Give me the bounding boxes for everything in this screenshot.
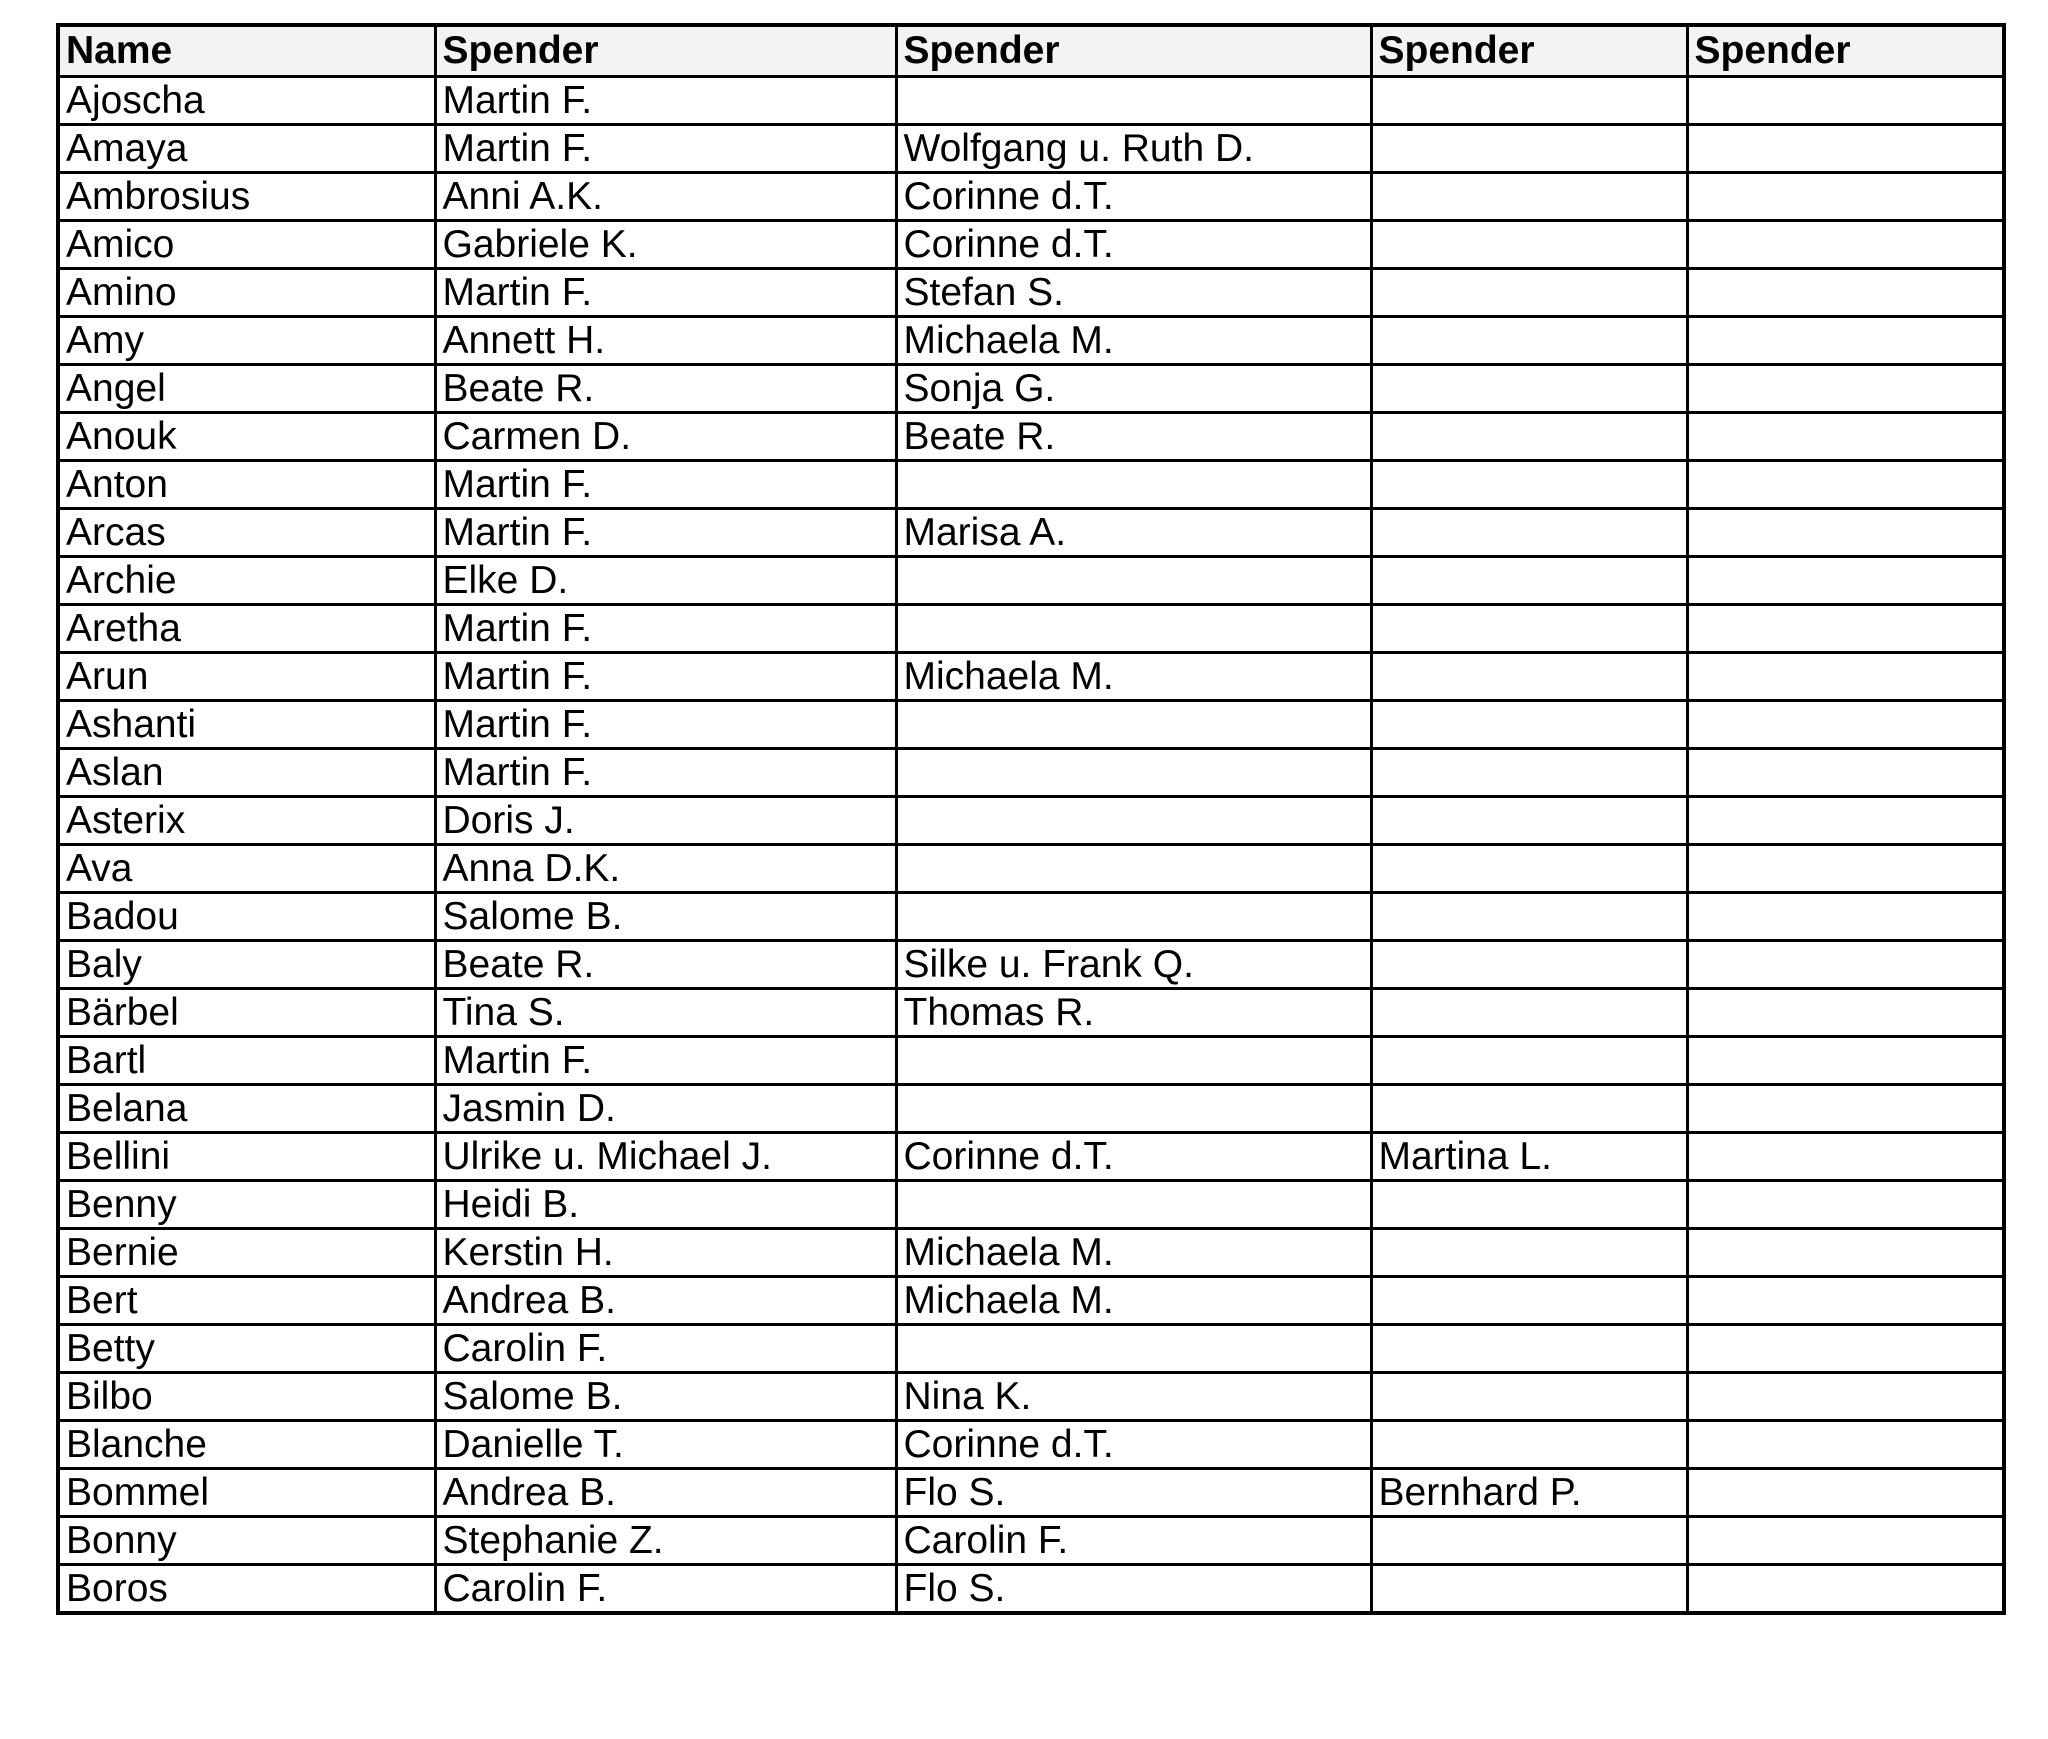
sponsor-4-cell [1687,845,2004,893]
sponsor-4-cell [1687,221,2004,269]
name-cell: Badou [58,893,435,941]
sponsor-1-cell: Ulrike u. Michael J. [435,1133,896,1181]
name-cell: Amy [58,317,435,365]
sponsor-4-cell [1687,1133,2004,1181]
sponsor-4-cell [1687,317,2004,365]
name-cell: Bonny [58,1517,435,1565]
name-cell: Betty [58,1325,435,1373]
table-row [58,365,2004,413]
sponsor-1-cell: Martin F. [435,269,896,317]
sponsor-3-cell [1371,461,1687,509]
sponsor-2-cell: Flo S. [896,1565,1371,1614]
name-cell: Anton [58,461,435,509]
sponsor-1-cell: Anni A.K. [435,173,896,221]
name-cell: Boros [58,1565,435,1614]
name-cell: Archie [58,557,435,605]
name-cell: Arcas [58,509,435,557]
sponsor-3-cell [1371,509,1687,557]
sponsor-2-cell: Michaela M. [896,1277,1371,1325]
sponsor-4-cell [1687,1037,2004,1085]
sponsor-1-cell: Carolin F. [435,1325,896,1373]
sponsor-2-cell [896,557,1371,605]
sponsor-4-cell [1687,365,2004,413]
sponsor-1-cell: Heidi B. [435,1181,896,1229]
sponsor-1-cell: Martin F. [435,1037,896,1085]
sponsor-4-cell [1687,557,2004,605]
sponsor-1-cell: Andrea B. [435,1277,896,1325]
sponsor-3-cell [1371,1421,1687,1469]
sponsor-2-cell: Flo S. [896,1469,1371,1517]
sponsor-4-cell [1687,1565,2004,1614]
sponsor-2-cell [896,1181,1371,1229]
sponsor-4-cell [1687,749,2004,797]
sponsor-3-cell [1371,989,1687,1037]
name-cell: Asterix [58,797,435,845]
sponsor-3-cell [1371,605,1687,653]
sponsor-4-cell [1687,1229,2004,1277]
sponsor-1-cell: Gabriele K. [435,221,896,269]
sponsor-4-cell [1687,77,2004,125]
sponsor-4-cell [1687,509,2004,557]
sponsor-2-cell [896,605,1371,653]
table-row [58,1037,2004,1085]
sponsor-4-cell [1687,173,2004,221]
sponsor-2-cell [896,1325,1371,1373]
sponsor-4-cell [1687,701,2004,749]
sponsor-1-cell: Martin F. [435,125,896,173]
table-row [58,749,2004,797]
sponsor-2-cell: Corinne d.T. [896,173,1371,221]
name-cell: Bommel [58,1469,435,1517]
sponsor-1-cell: Kerstin H. [435,1229,896,1277]
sponsor-2-cell: Marisa A. [896,509,1371,557]
sponsor-4-cell [1687,1277,2004,1325]
sponsor-3-cell [1371,1565,1687,1614]
sponsor-3-cell [1371,1325,1687,1373]
sponsor-4-cell [1687,797,2004,845]
header-sponsor-3: Spender [1371,25,1687,77]
sponsor-1-cell: Martin F. [435,605,896,653]
sponsor-3-cell: Martina L. [1371,1133,1687,1181]
sponsor-2-cell: Corinne d.T. [896,1421,1371,1469]
table-row [58,557,2004,605]
sponsor-1-cell: Doris J. [435,797,896,845]
sponsor-4-cell [1687,1325,2004,1373]
sponsor-3-cell: Bernhard P. [1371,1469,1687,1517]
name-cell: Anouk [58,413,435,461]
sponsor-1-cell: Martin F. [435,509,896,557]
name-cell: Baly [58,941,435,989]
table-row [58,1277,2004,1325]
sponsor-2-cell: Sonja G. [896,365,1371,413]
sponsor-3-cell [1371,1085,1687,1133]
sponsor-4-cell [1687,1373,2004,1421]
sponsor-2-cell: Corinne d.T. [896,221,1371,269]
sponsor-1-cell: Salome B. [435,1373,896,1421]
sponsor-3-cell [1371,1373,1687,1421]
sponsor-3-cell [1371,77,1687,125]
sponsor-3-cell [1371,125,1687,173]
sponsor-4-cell [1687,989,2004,1037]
name-cell: Bilbo [58,1373,435,1421]
sponsor-2-cell: Corinne d.T. [896,1133,1371,1181]
table-row [58,509,2004,557]
sponsor-2-cell [896,749,1371,797]
sponsor-4-cell [1687,125,2004,173]
name-cell: Angel [58,365,435,413]
table-row [58,173,2004,221]
sponsor-4-cell [1687,653,2004,701]
table-row [58,893,2004,941]
sponsor-2-cell: Michaela M. [896,317,1371,365]
sponsor-1-cell: Stephanie Z. [435,1517,896,1565]
sponsor-3-cell [1371,893,1687,941]
sponsor-1-cell: Carmen D. [435,413,896,461]
table-row [58,1085,2004,1133]
sponsor-1-cell: Elke D. [435,557,896,605]
name-cell: Ava [58,845,435,893]
sponsor-1-cell: Jasmin D. [435,1085,896,1133]
sponsor-3-cell [1371,941,1687,989]
table-row [58,1469,2004,1517]
table-row [58,461,2004,509]
sponsor-2-cell [896,893,1371,941]
sponsor-2-cell [896,1085,1371,1133]
sponsor-1-cell: Martin F. [435,653,896,701]
sponsor-1-cell: Martin F. [435,701,896,749]
table-row [58,605,2004,653]
sponsor-2-cell [896,1037,1371,1085]
sponsor-3-cell [1371,701,1687,749]
sponsor-table [56,23,2006,1615]
table-row [58,1133,2004,1181]
table-row [58,77,2004,125]
sponsor-2-cell: Michaela M. [896,653,1371,701]
table-row [58,797,2004,845]
table-row [58,845,2004,893]
name-cell: Ajoscha [58,77,435,125]
sponsor-4-cell [1687,941,2004,989]
sponsor-2-cell [896,797,1371,845]
table-row [58,1565,2004,1614]
header-name: Name [58,25,435,77]
sponsor-2-cell: Wolfgang u. Ruth D. [896,125,1371,173]
sponsor-4-cell [1687,893,2004,941]
sponsor-1-cell: Martin F. [435,461,896,509]
table-row [58,701,2004,749]
sponsor-1-cell: Tina S. [435,989,896,1037]
name-cell: Bärbel [58,989,435,1037]
sponsor-3-cell [1371,173,1687,221]
sponsor-1-cell: Andrea B. [435,1469,896,1517]
table-row [58,1421,2004,1469]
sponsor-1-cell: Martin F. [435,749,896,797]
sponsor-4-cell [1687,1181,2004,1229]
name-cell: Amino [58,269,435,317]
sponsor-1-cell: Martin F. [435,77,896,125]
sponsor-3-cell [1371,413,1687,461]
table-row [58,653,2004,701]
name-cell: Bartl [58,1037,435,1085]
table-body [58,77,2004,1614]
sponsor-1-cell: Annett H. [435,317,896,365]
sponsor-3-cell [1371,1037,1687,1085]
table-row [58,989,2004,1037]
table-row [58,269,2004,317]
sponsor-3-cell [1371,653,1687,701]
table-row [58,1325,2004,1373]
sponsor-1-cell: Beate R. [435,941,896,989]
table-row [58,1229,2004,1277]
header-sponsor-4: Spender [1687,25,2004,77]
sponsor-3-cell [1371,749,1687,797]
header-row [58,25,2004,77]
sponsor-3-cell [1371,845,1687,893]
sponsor-4-cell [1687,1517,2004,1565]
sponsor-3-cell [1371,269,1687,317]
name-cell: Arun [58,653,435,701]
sponsor-3-cell [1371,557,1687,605]
sponsor-2-cell: Carolin F. [896,1517,1371,1565]
name-cell: Blanche [58,1421,435,1469]
sponsor-1-cell: Salome B. [435,893,896,941]
sponsor-1-cell: Beate R. [435,365,896,413]
sponsor-2-cell [896,461,1371,509]
name-cell: Amico [58,221,435,269]
sponsor-2-cell: Thomas R. [896,989,1371,1037]
sponsor-4-cell [1687,269,2004,317]
sponsor-3-cell [1371,1229,1687,1277]
sponsor-2-cell [896,77,1371,125]
name-cell: Amaya [58,125,435,173]
sponsor-4-cell [1687,1469,2004,1517]
table-row [58,317,2004,365]
name-cell: Bellini [58,1133,435,1181]
header-sponsor-1: Spender [435,25,896,77]
name-cell: Ambrosius [58,173,435,221]
sponsor-3-cell [1371,317,1687,365]
sponsor-4-cell [1687,1085,2004,1133]
sponsor-3-cell [1371,1181,1687,1229]
name-cell: Aretha [58,605,435,653]
sponsor-2-cell [896,845,1371,893]
sponsor-4-cell [1687,461,2004,509]
table-row [58,413,2004,461]
sponsor-3-cell [1371,1277,1687,1325]
name-cell: Aslan [58,749,435,797]
name-cell: Belana [58,1085,435,1133]
sponsor-4-cell [1687,413,2004,461]
sponsor-3-cell [1371,1517,1687,1565]
sponsor-2-cell: Silke u. Frank Q. [896,941,1371,989]
sponsor-2-cell [896,701,1371,749]
name-cell: Bert [58,1277,435,1325]
sponsor-1-cell: Danielle T. [435,1421,896,1469]
table-row [58,941,2004,989]
table-row [58,125,2004,173]
name-cell: Ashanti [58,701,435,749]
sponsor-2-cell: Stefan S. [896,269,1371,317]
sponsor-4-cell [1687,1421,2004,1469]
sponsor-2-cell: Beate R. [896,413,1371,461]
name-cell: Benny [58,1181,435,1229]
sponsor-3-cell [1371,797,1687,845]
sponsor-4-cell [1687,605,2004,653]
header-sponsor-2: Spender [896,25,1371,77]
table-row [58,1181,2004,1229]
table-row [58,1517,2004,1565]
table-row [58,221,2004,269]
name-cell: Bernie [58,1229,435,1277]
sponsor-2-cell: Nina K. [896,1373,1371,1421]
sponsor-3-cell [1371,221,1687,269]
sponsor-2-cell: Michaela M. [896,1229,1371,1277]
sponsor-1-cell: Anna D.K. [435,845,896,893]
table-row [58,1373,2004,1421]
sponsor-1-cell: Carolin F. [435,1565,896,1614]
sponsor-3-cell [1371,365,1687,413]
